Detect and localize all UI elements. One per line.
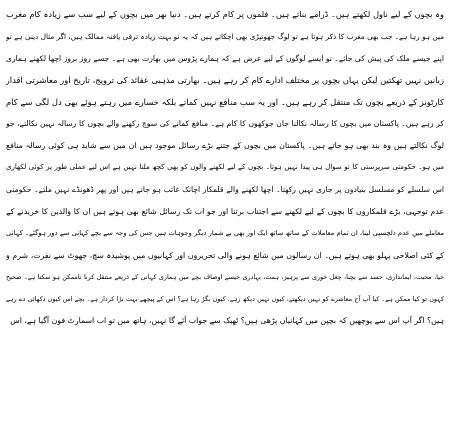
article-line-9: اس سلسلے کو مسلسل بنیادوں پر جاری نہیں رکھتا۔ اچھا لکھنے والے قلمکار اچانک غائب ہو جاتے ہیں اور پھر ڈھونڈے نہیں ملتے۔ حکومتی: [6, 185, 444, 195]
article-body: [6, 4, 444, 332]
article-line-6: کر رہے ہیں۔ پاکستان میں بچوں کا رسالہ نکالنا جان جوکھوں کا کام ہے۔ منافع کمانے کی سوچ رکھنے والے بچوں کا رسالہ نہیں نکالتے، جو: [6, 119, 444, 129]
article-line-12: کے کئی اصلاحی پہلو بھی ہوتے ہیں۔ ان رسالوں میں شائع ہونے والی تحریروں اور کہانیوں میں پوشیدہ سچ، جھوٹ سے نفرت، شرم و: [6, 250, 444, 260]
article-line-3: اپنے جیسے ملک کی پیش کی جائے۔ تو ایسے لوگوں کے لیے عرض ہے کہ ہمارے پڑوس میں بھارت بھی ہے۔ جسے روز بروز اچھا لکھنے ہماری: [6, 53, 444, 63]
article-line-4: زبانیں نہیں تھکتیں لیکن یہاں بچوں پر مختلف ادارے کام کر رہے ہیں۔ بھارتی مذہبی عقائد کی ترویج، تاریخ اور معاشرتی اقدار: [6, 74, 444, 85]
article-line-1: وہ بچوں کے لیے ناول لکھتے ہیں۔ ڈرامے بناتے ہیں۔ فلموں پر کام کرتے ہیں۔ دنیا بھر میں بچوں کے لیے سب سے زیادہ کام مغرب: [6, 9, 444, 19]
article-line-15: ہیں؟ اگر آپ اس سے پوچھیں کہ بچپن میں کہانیاں پڑھی ہیں؟ ٹھیک سے جواب آئے گا نہیں، ہاتھ میں تو اب اسمارٹ فون آگیا ہے، اس: [10, 316, 444, 326]
article-line-8: میں ہو۔ حکومتی سرپرستی کا تو سوال ہی پیدا نہیں ہوتا۔ بچوں کے لیے لکھنے والوں کو بھی کچھ ملتا نہیں ہے اس لیے عملی طور پر کوئی لکھاری: [6, 163, 444, 172]
article-line-2: میں ہو رہا ہے۔ جب بھی مغرب کا ذکر ہوتا ہے تو لوگ جھونپڑی بھی اچکاتے ہیں کہ یہ تو بہت زیادہ ترقی یافتہ ممالک ہیں، اگر مثال دینی ہے تو: [6, 31, 444, 41]
article-line-10: عدم توجہی، بڑے قلمکاروں کا بچوں کے لیے لکھنے سے اجتناب برتنا اور جو اب تک رسائل شائع بھی ہوتے ہیں ان کا والدین کا خریدنے کے: [6, 207, 444, 217]
article-line-13: حیا، محبت، ایمانداری، حسد سے بچنا، چغل خوری سے پرہیز، ہمت، بہادری جیسے اوصاف بچے میں ہماری کہانی کے ذریعے منتقل کرنا ناممکن ہو سکتا ہے۔ صحیح: [6, 272, 444, 281]
article-line-14: کہوں تو کیا ممکن ہے۔ کیا آپ آج معاشرے کو نہیں دیکھتے، کیوں نہیں دیکھ رہے، کیوں بگڑ رہا ہے؟ اس کے پیچھے بہت بڑا کردار ہے۔ بچے اس کیوں دکھائی دے رہے: [6, 294, 444, 303]
article-line-11: معاملے میں عدم دلچسپی لینا، ان تمام معاملات کے ساتھ ساتھ ایک اور بھی بے شمار دیگر وجوہات ہیں جس کی وجہ سے بچے کہانی سے دور ہوگئے۔ کہانی: [6, 228, 444, 237]
article-line-7: لوگ نکالتے ہیں وہ بند بھی ہو جاتے ہیں۔ پاکستان میں بچوں کے جتنے بڑے رسائل موجود ہیں ان میں سے شاید ہی کوئی رسالہ منافع: [6, 141, 444, 151]
article-line-5: کارٹونز کے ذریعے بچوں تک منتقل کر رہے ہیں۔ اور یہ سب منافع نہیں کماتے بلکہ خسارے میں رہتے ہوئے بھی دل لگی سے کام: [6, 96, 444, 107]
